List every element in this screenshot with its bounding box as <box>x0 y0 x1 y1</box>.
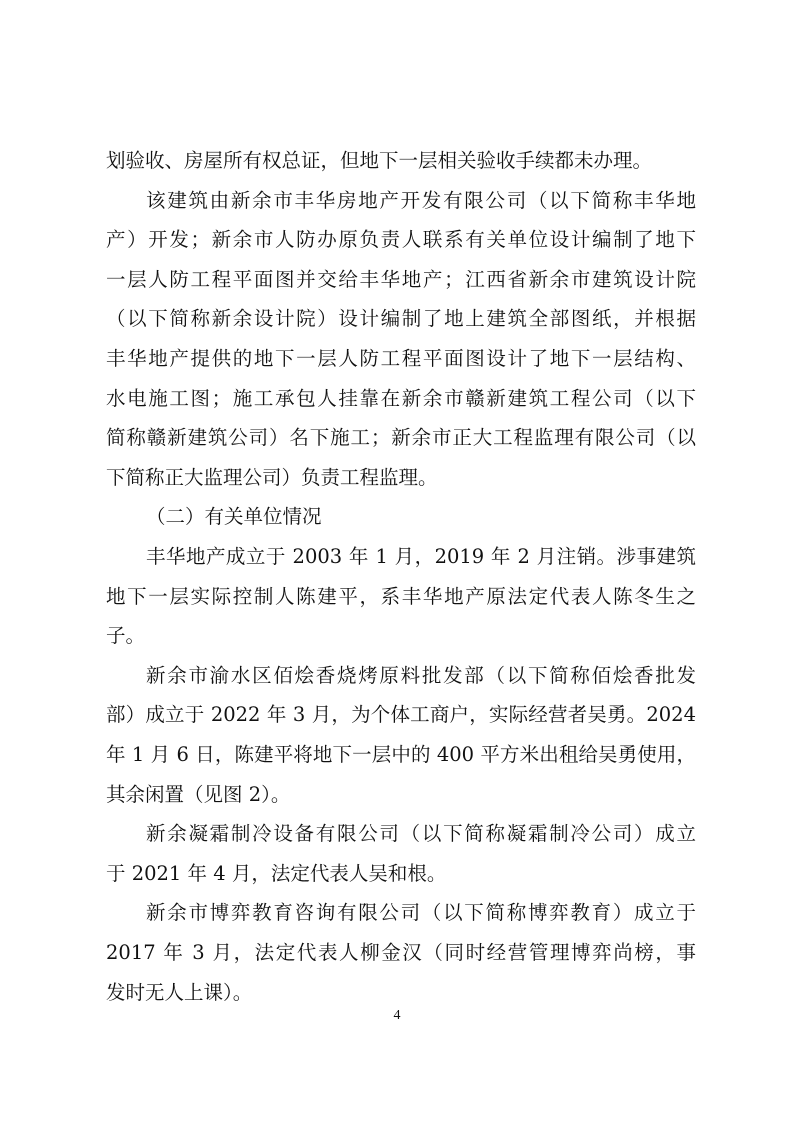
page-number: 4 <box>393 1008 401 1023</box>
paragraph-line: 水电施工图；施工承包人挂靠在新余市赣新建筑工程公司（以下 <box>106 386 696 410</box>
paragraph-line: 划验收、房屋所有权总证，但地下一层相关验收手续都未办理。 <box>106 149 653 172</box>
paragraph-line: 地下一层实际控制人陈建平，系丰华地产原法定代表人陈冬生之 <box>106 584 696 608</box>
paragraph-line: 新余市博弈教育咨询有限公司（以下简称博弈教育）成立于 <box>146 901 696 925</box>
paragraph-line: 丰华地产成立于 2003 年 1 月，2019 年 2 月注销。涉事建筑 <box>146 545 696 568</box>
paragraph-line: 丰华地产提供的地下一层人防工程平面图设计了地下一层结构、 <box>106 347 696 370</box>
paragraph-line: 2017 年 3 月，法定代表人柳金汉（同时经营管理博弈尚榜，事 <box>106 941 696 964</box>
paragraph-line: 新余市渝水区佰烩香烧烤原料批发部（以下简称佰烩香批发 <box>146 663 696 687</box>
paragraph-line: 简称赣新建筑公司）名下施工；新余市正大工程监理有限公司（以 <box>106 426 696 450</box>
paragraph-line: 部）成立于 2022 年 3 月，为个体工商户，实际经营者吴勇。2024 <box>106 703 696 727</box>
section-heading: （二）有关单位情况 <box>146 505 322 529</box>
paragraph-line: 年 1 月 6 日，陈建平将地下一层中的 400 平方米出租给吴勇使用， <box>106 743 696 766</box>
paragraph-line: 该建筑由新余市丰华房地产开发有限公司（以下简称丰华地 <box>146 188 696 212</box>
paragraph-line: 产）开发；新余市人防办原负责人联系有关单位设计编制了地下 <box>106 228 696 252</box>
paragraph-line: 发时无人上课）。 <box>106 980 253 1004</box>
paragraph-line: 一层人防工程平面图并交给丰华地产；江西省新余市建筑设计院 <box>106 267 696 291</box>
paragraph-line: 其余闲置（见图 2）。 <box>106 782 291 806</box>
paragraph-line: 下简称正大监理公司）负责工程监理。 <box>106 465 438 489</box>
paragraph-line: （以下简称新余设计院）设计编制了地上建筑全部图纸，并根据 <box>106 307 696 331</box>
paragraph-line: 子。 <box>106 624 146 648</box>
paragraph-line: 新余凝霜制冷设备有限公司（以下简称凝霜制冷公司）成立 <box>146 822 696 846</box>
paragraph-line: 于 2021 年 4 月，法定代表人吴和根。 <box>106 861 447 885</box>
